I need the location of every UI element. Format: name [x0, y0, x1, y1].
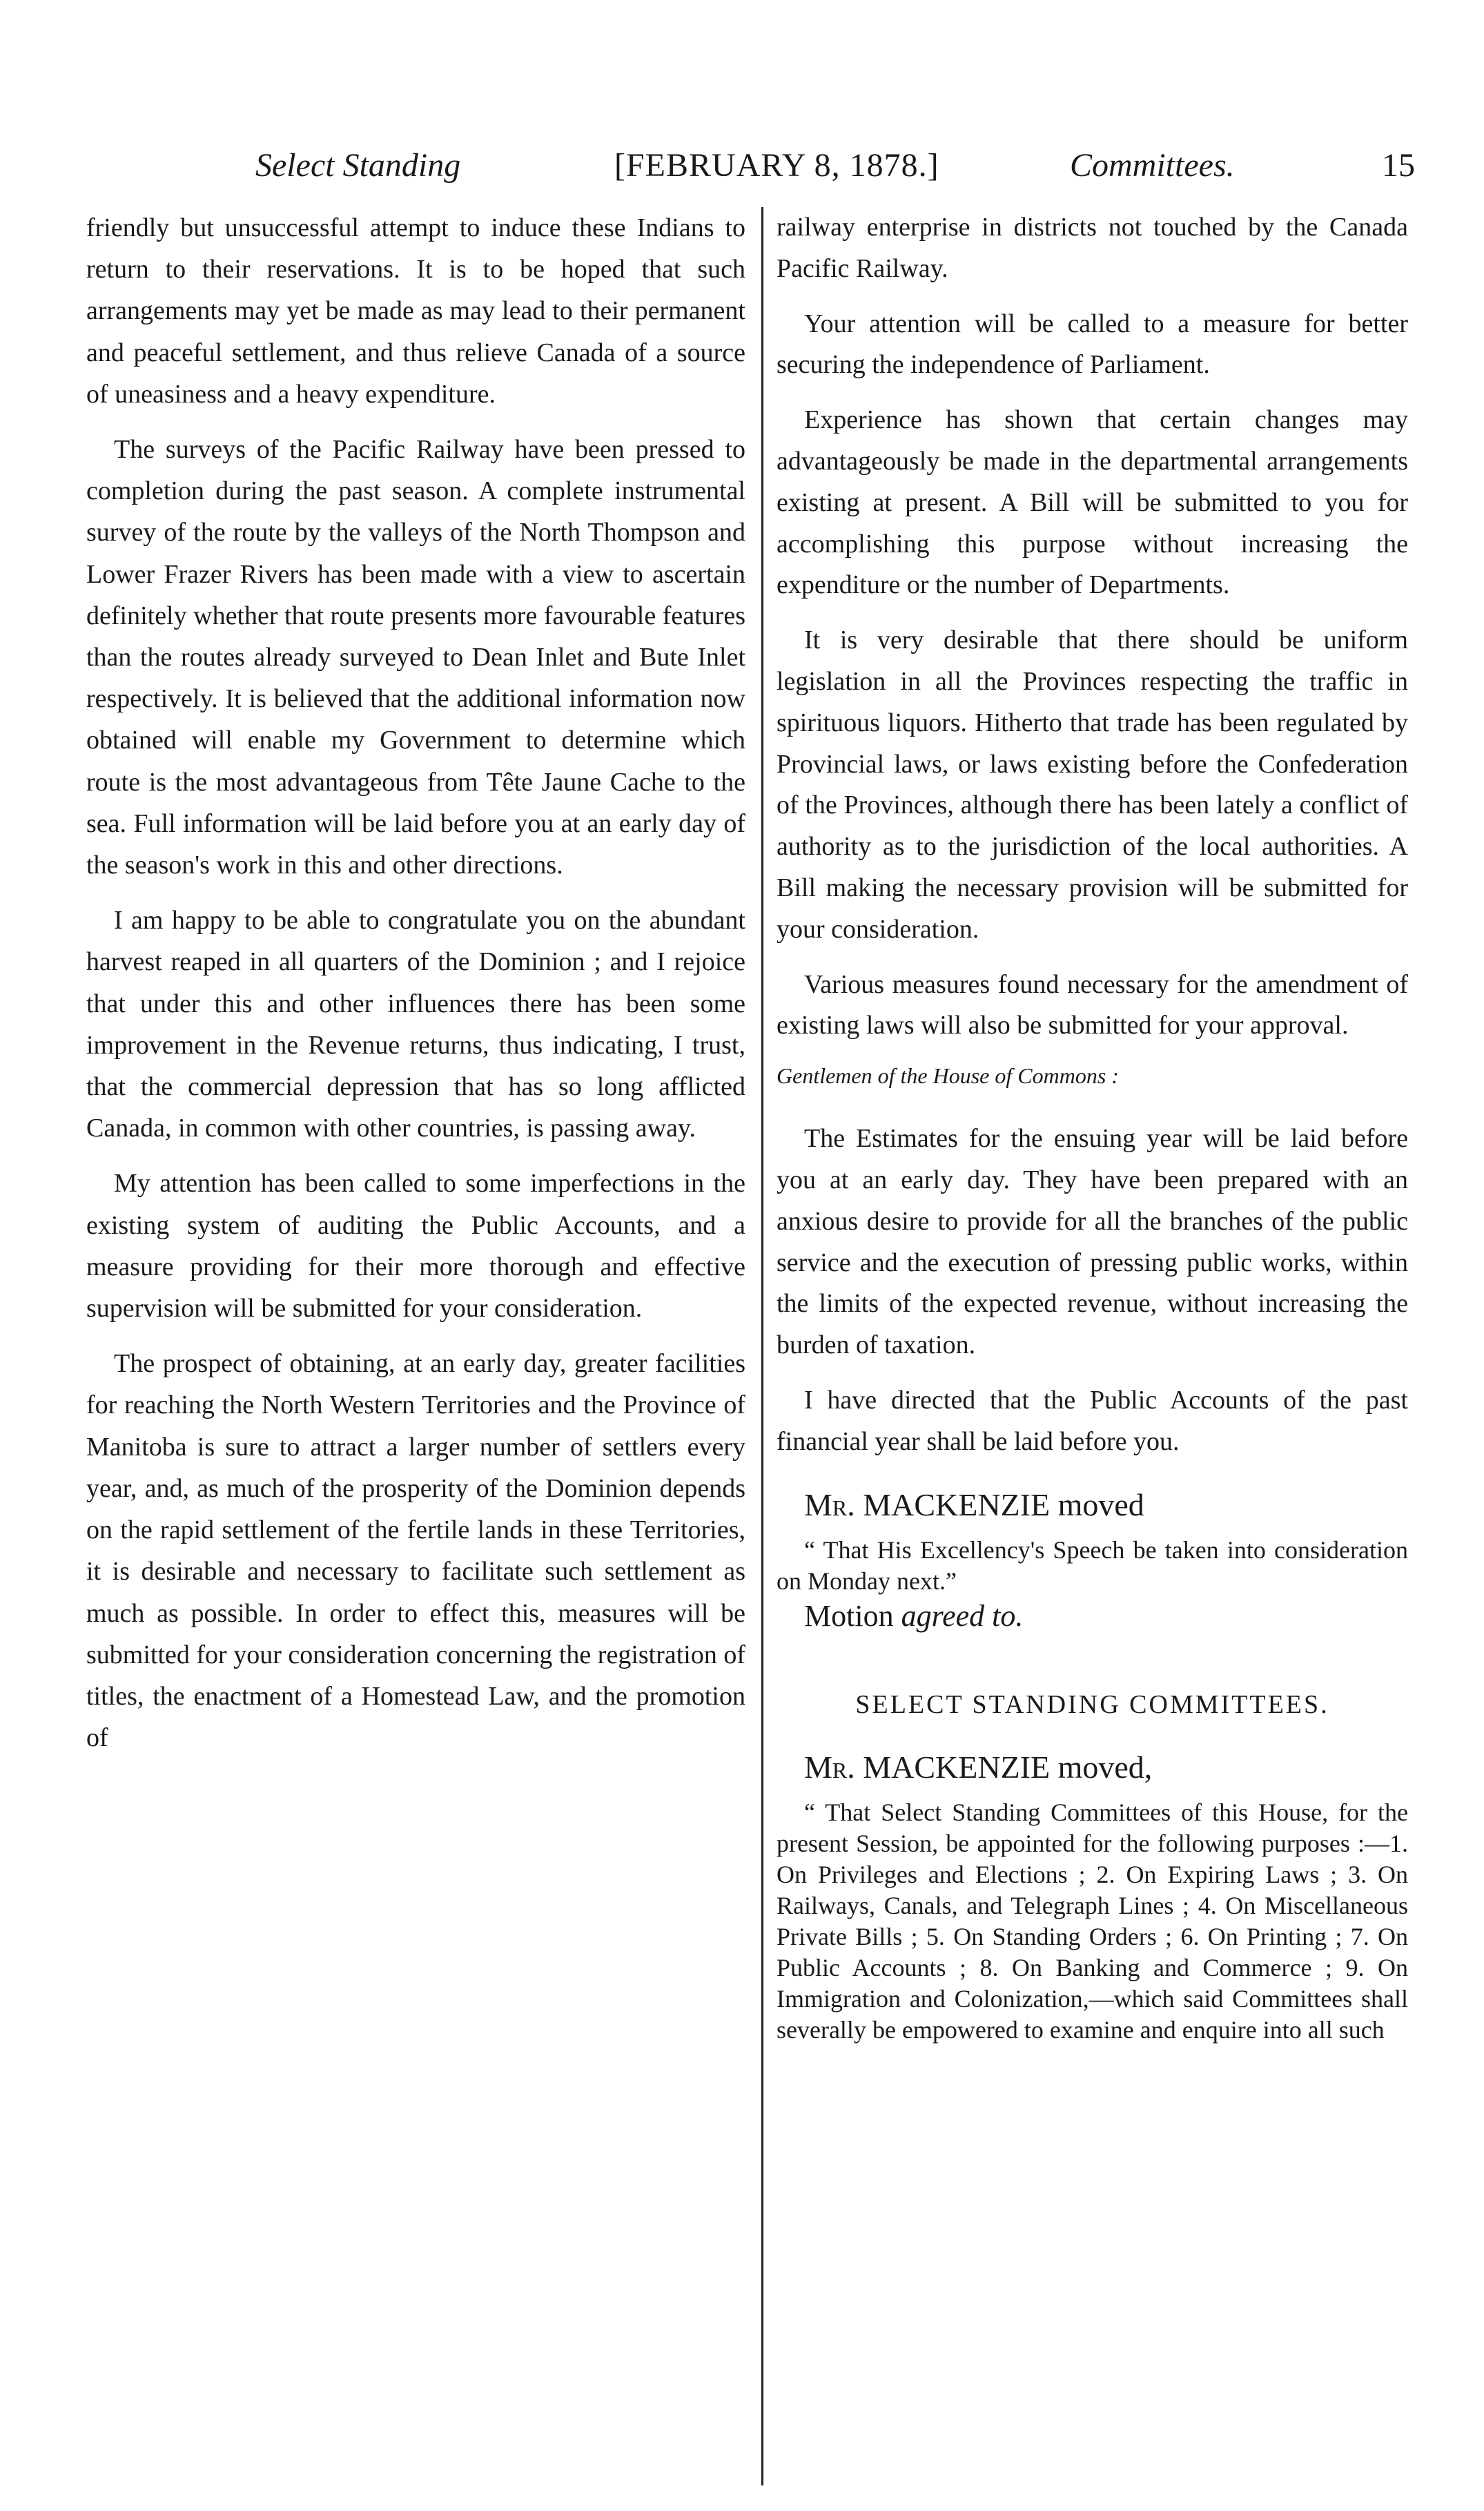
paragraph: The surveys of the Pacific Railway have been pressed to completion during the past season. A complete instrumental survey of the route by the valleys of the North Thompson and Lower Frazer Rivers has been made with a view to ascertain definitely whether that route presents more favourable features than the routes already surveyed to Dean Inlet and Bute Inlet respectively. It is believed that the additional information now obtained will enable my Government to determine which route is the most advantageous from Tête Jaune Cache to the sea. Full information will be laid before you at an early day of the season's work in this and other directions.	[86, 435, 745, 880]
running-head-date: [FEBRUARY 8, 1878.]	[614, 147, 939, 184]
speaker-line	[777, 1482, 1408, 1528]
left-column	[86, 207, 745, 1772]
speaker-name: MACKENZIE	[863, 1749, 1051, 1785]
paragraph: friendly but unsuccessful attempt to induce these Indians to return to their reservations. It is to be hoped that such arrangements may yet be made as may lead to their permanent and peaceful settlement, and thus relieve Canada of a source of uneasiness and a heavy expenditure.	[86, 213, 745, 409]
speaker-prefix: Mr.	[804, 1486, 855, 1522]
running-head-left: Select Standing	[255, 147, 461, 184]
speaker-prefix: Mr.	[804, 1749, 855, 1785]
paragraph: The prospect of obtaining, at an early day, greater facilities for reaching the North Western Territories and the Province of Manitoba is sure to attract a larger number of settlers every year, and, as much of the prosperity of the Dominion depends on the rapid settlement of the fertile lands in these Territories, it is desirable and necessary to facilitate such settlement as much as possible. In order to effect this, measures will be submitted for your consideration concerning the registration of titles, the enactment of a Homestead Law, and the promotion of	[86, 1349, 746, 1753]
motion-quote: “ That His Excellency's Speech be taken into consideration on Monday next.”	[777, 1535, 1408, 1595]
paragraph: My attention has been called to some imperfections in the existing system of auditing the Public Accounts, and a measure providing for their more thorough and effective supervision will be submitted for your consideration.	[86, 1169, 745, 1324]
paragraph: Your attention will be called to a measure for better securing the independence of Parliament.	[777, 309, 1408, 380]
paragraph: railway enterprise in districts not touched by the Canada Pacific Railway.	[777, 213, 1408, 283]
column-divider	[761, 207, 763, 2485]
section-title: SELECT STANDING COMMITTEES.	[855, 1689, 1329, 1719]
paragraph: I am happy to be able to congratulate you on the abundant harvest reaped in all quarters of the Dominion ; and I rejoice that under this and other influences there has been some improvement in the Revenue returns, thus indicating, I trust, that the commercial depression that has so long afflicted Canada, in common with other countries, is passing away.	[86, 906, 745, 1143]
motion-result	[777, 1597, 1408, 1636]
motion-result-outcome: agreed to.	[901, 1598, 1024, 1633]
speaker-name: MACKENZIE	[863, 1486, 1051, 1522]
speaker-verb: moved,	[1057, 1749, 1153, 1785]
subheading: Gentlemen of the House of Commons :	[777, 1063, 1119, 1089]
motion-result-label: Motion	[804, 1598, 894, 1633]
paragraph: Various measures found necessary for the amendment of existing laws will also be submitted for your approval.	[777, 969, 1408, 1040]
speaker-line	[777, 1745, 1408, 1790]
paragraph: Experience has shown that certain changes may advantageously be made in the departmental arrangements existing at present. A Bill will be submitted to you for accomplishing this purpose without increasing the expenditure or the number of Departments.	[777, 405, 1408, 600]
paragraph: The Estimates for the ensuing year will be laid before you at an early day. They have been prepared with an anxious desire to provide for all the branches of the public service and the execution of pressing public works, within the limits of the expected revenue, without increasing the burden of taxation.	[777, 1124, 1408, 1360]
right-column	[777, 207, 1408, 2046]
paragraph: I have directed that the Public Accounts of the past financial year shall be laid before you.	[777, 1385, 1408, 1456]
running-head-right: Committees.	[1070, 147, 1235, 184]
motion-quote: “ That Select Standing Committees of this House, for the present Session, be appointed for the following purposes :—1. On Privileges and Elections ; 2. On Expiring Laws ; 3. On Railways, Canals, and Telegraph Lines ; 4. On Miscellaneous Private Bills ; 5. On Standing Orders ; 6. On Printing ; 7. On Public Accounts ; 8. On Banking and Commerce ; 9. On Immigration and Colonization,—which said Committees shall severally be empowered to examine and enquire into all such	[777, 1798, 1408, 2044]
paragraph: It is very desirable that there should be uniform legislation in all the Provinces respecting the traffic in spirituous liquors. Hitherto that trade has been regulated by Provincial laws, or laws existing before the Confederation of the Provinces, although there has been lately a conflict of authority as to the jurisdiction of the local authorities. A Bill making the necessary provision will be submitted for your consideration.	[777, 626, 1408, 944]
page-number: 15	[1382, 147, 1415, 184]
speaker-verb: moved	[1057, 1486, 1144, 1522]
running-head	[255, 138, 1415, 193]
